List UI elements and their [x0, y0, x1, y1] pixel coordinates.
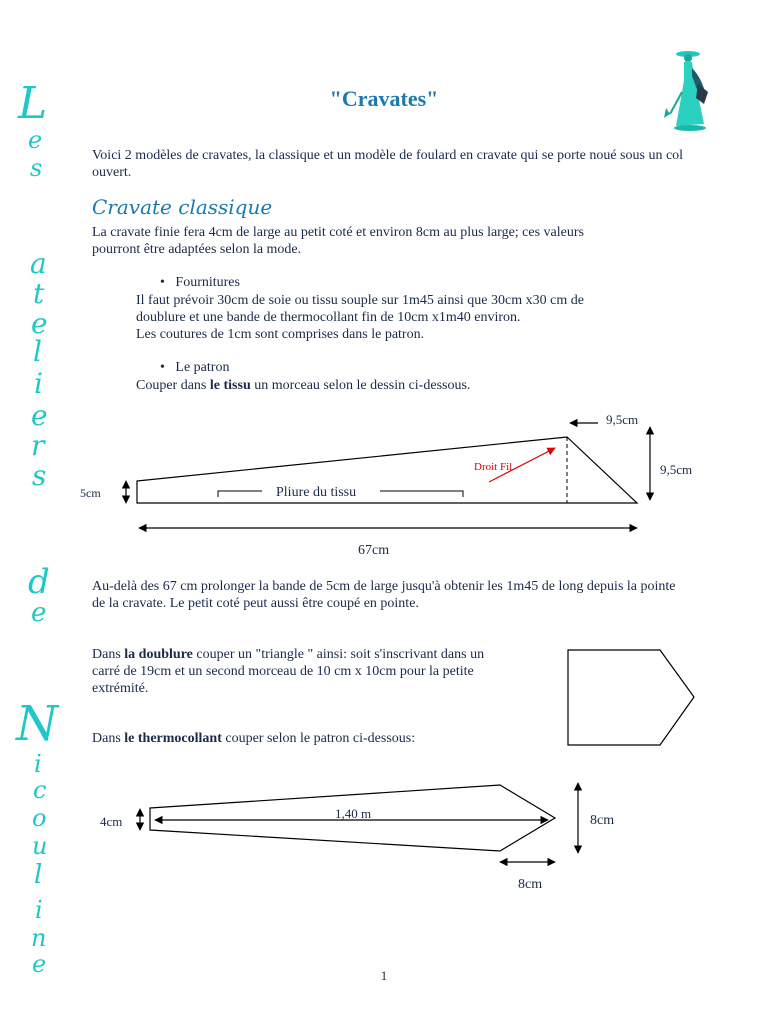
- section-heading: Cravate classique: [92, 195, 273, 219]
- page-number: 1: [380, 968, 388, 983]
- label-67cm: 67cm: [358, 543, 390, 558]
- fournitures-line: doublure et une bande de thermocollant fin de 10cm x1m40 environ.: [136, 310, 521, 325]
- bullet-label: Fournitures: [175, 275, 240, 290]
- fournitures-line: Les coutures de 1cm sont comprises dans le patron.: [136, 327, 425, 342]
- patron-bold: le tissu: [209, 378, 251, 393]
- label-5cm: 5cm: [80, 486, 101, 500]
- doublure-line: carré de 19cm et un second morceau de 10 cm x 10cm pour la petite: [92, 664, 474, 679]
- sidebar-letter: t: [33, 277, 45, 310]
- label-droit-fil: Droit Fil: [474, 461, 513, 473]
- sidebar-letter: r: [31, 429, 45, 462]
- patron-instruction: [136, 377, 470, 394]
- label-8cm-bottom: 8cm: [518, 877, 543, 892]
- thermo-bold: le thermocollant: [124, 731, 222, 746]
- label-8cm-right: 8cm: [590, 813, 615, 828]
- sidebar-letter: N: [16, 696, 58, 752]
- fold-bracket-left: [218, 491, 262, 497]
- thermo-text: Dans: [92, 731, 125, 746]
- label-pliure: Pliure du tissu: [276, 485, 357, 500]
- sidebar-letter: e: [32, 950, 47, 978]
- sidebar-letter: e: [31, 598, 47, 628]
- sidebar-letter: s: [32, 459, 47, 492]
- label-95-top: 9,5cm: [606, 412, 639, 427]
- thermo-text: couper selon le patron ci-dessous:: [221, 731, 416, 746]
- label-95-right: 9,5cm: [660, 462, 693, 477]
- thermo-line: [92, 730, 415, 747]
- bullet-patron: [160, 360, 229, 376]
- bullet-label: Le patron: [175, 360, 230, 375]
- lining-shape-diagram: [560, 645, 700, 750]
- bullet-fournitures: [160, 275, 240, 291]
- label-140: 1,40 m: [335, 806, 372, 821]
- prolong-paragraph: Au-delà des 67 cm prolonger la bande de 5cm de large jusqu'à obtenir les 1m45 de long depuis la pointe de la cravate. Le petit coté peut aussi être coupé en pointe.: [92, 579, 676, 611]
- doublure-text: Dans: [92, 647, 125, 662]
- sidebar-letter: e: [31, 307, 48, 340]
- sidebar-letter: i: [34, 750, 42, 778]
- bullet-dot-icon: •: [160, 275, 165, 290]
- fournitures-line: Il faut prévoir 30cm de soie ou tissu souple sur 1m45 ainsi que 30cm x30 cm de: [136, 293, 584, 308]
- tie-outline: [137, 437, 637, 503]
- intro-paragraph: Voici 2 modèles de cravates, la classique et un modèle de foulard en cravate qui se porte noué sous un col ouvert.: [92, 148, 684, 180]
- sidebar-letter: e: [31, 399, 48, 432]
- section-intro-paragraph: La cravate finie fera 4cm de large au petit coté et environ 8cm au plus large; ces valeurs pourront être adaptées selon la mode.: [92, 225, 584, 257]
- sidebar-letter: l: [33, 335, 42, 368]
- tie-pattern-diagram: [0, 400, 768, 565]
- fold-bracket-right: [380, 491, 463, 497]
- sidebar-letter: L: [18, 78, 48, 129]
- sidebar-letter: s: [30, 154, 43, 182]
- sidebar-letter: c: [33, 776, 47, 804]
- label-4cm: 4cm: [100, 814, 123, 829]
- sidebar-letter: i: [35, 896, 43, 924]
- patron-text: Couper dans: [136, 378, 210, 393]
- interfacing-pattern-diagram: [0, 770, 768, 900]
- page-title: "Cravates": [329, 86, 439, 111]
- sidebar-letter: e: [28, 126, 43, 154]
- sidebar-letter: i: [34, 367, 43, 400]
- sidebar-letter: n: [31, 924, 47, 952]
- doublure-line: extrémité.: [92, 681, 149, 696]
- sidebar-letter: a: [30, 247, 47, 280]
- doublure-text: couper un "triangle " ainsi: soit s'inscrivant dans un: [192, 647, 485, 662]
- sidebar-letter: o: [32, 804, 47, 832]
- sidebar-letter: l: [34, 860, 43, 890]
- sidebar-letter: d: [28, 562, 50, 602]
- doublure-line: [92, 646, 484, 663]
- patron-text: un morceau selon le dessin ci-dessous.: [250, 378, 471, 393]
- doublure-bold: la doublure: [124, 647, 193, 662]
- bullet-dot-icon: •: [160, 360, 165, 375]
- sidebar-letter: u: [32, 832, 48, 860]
